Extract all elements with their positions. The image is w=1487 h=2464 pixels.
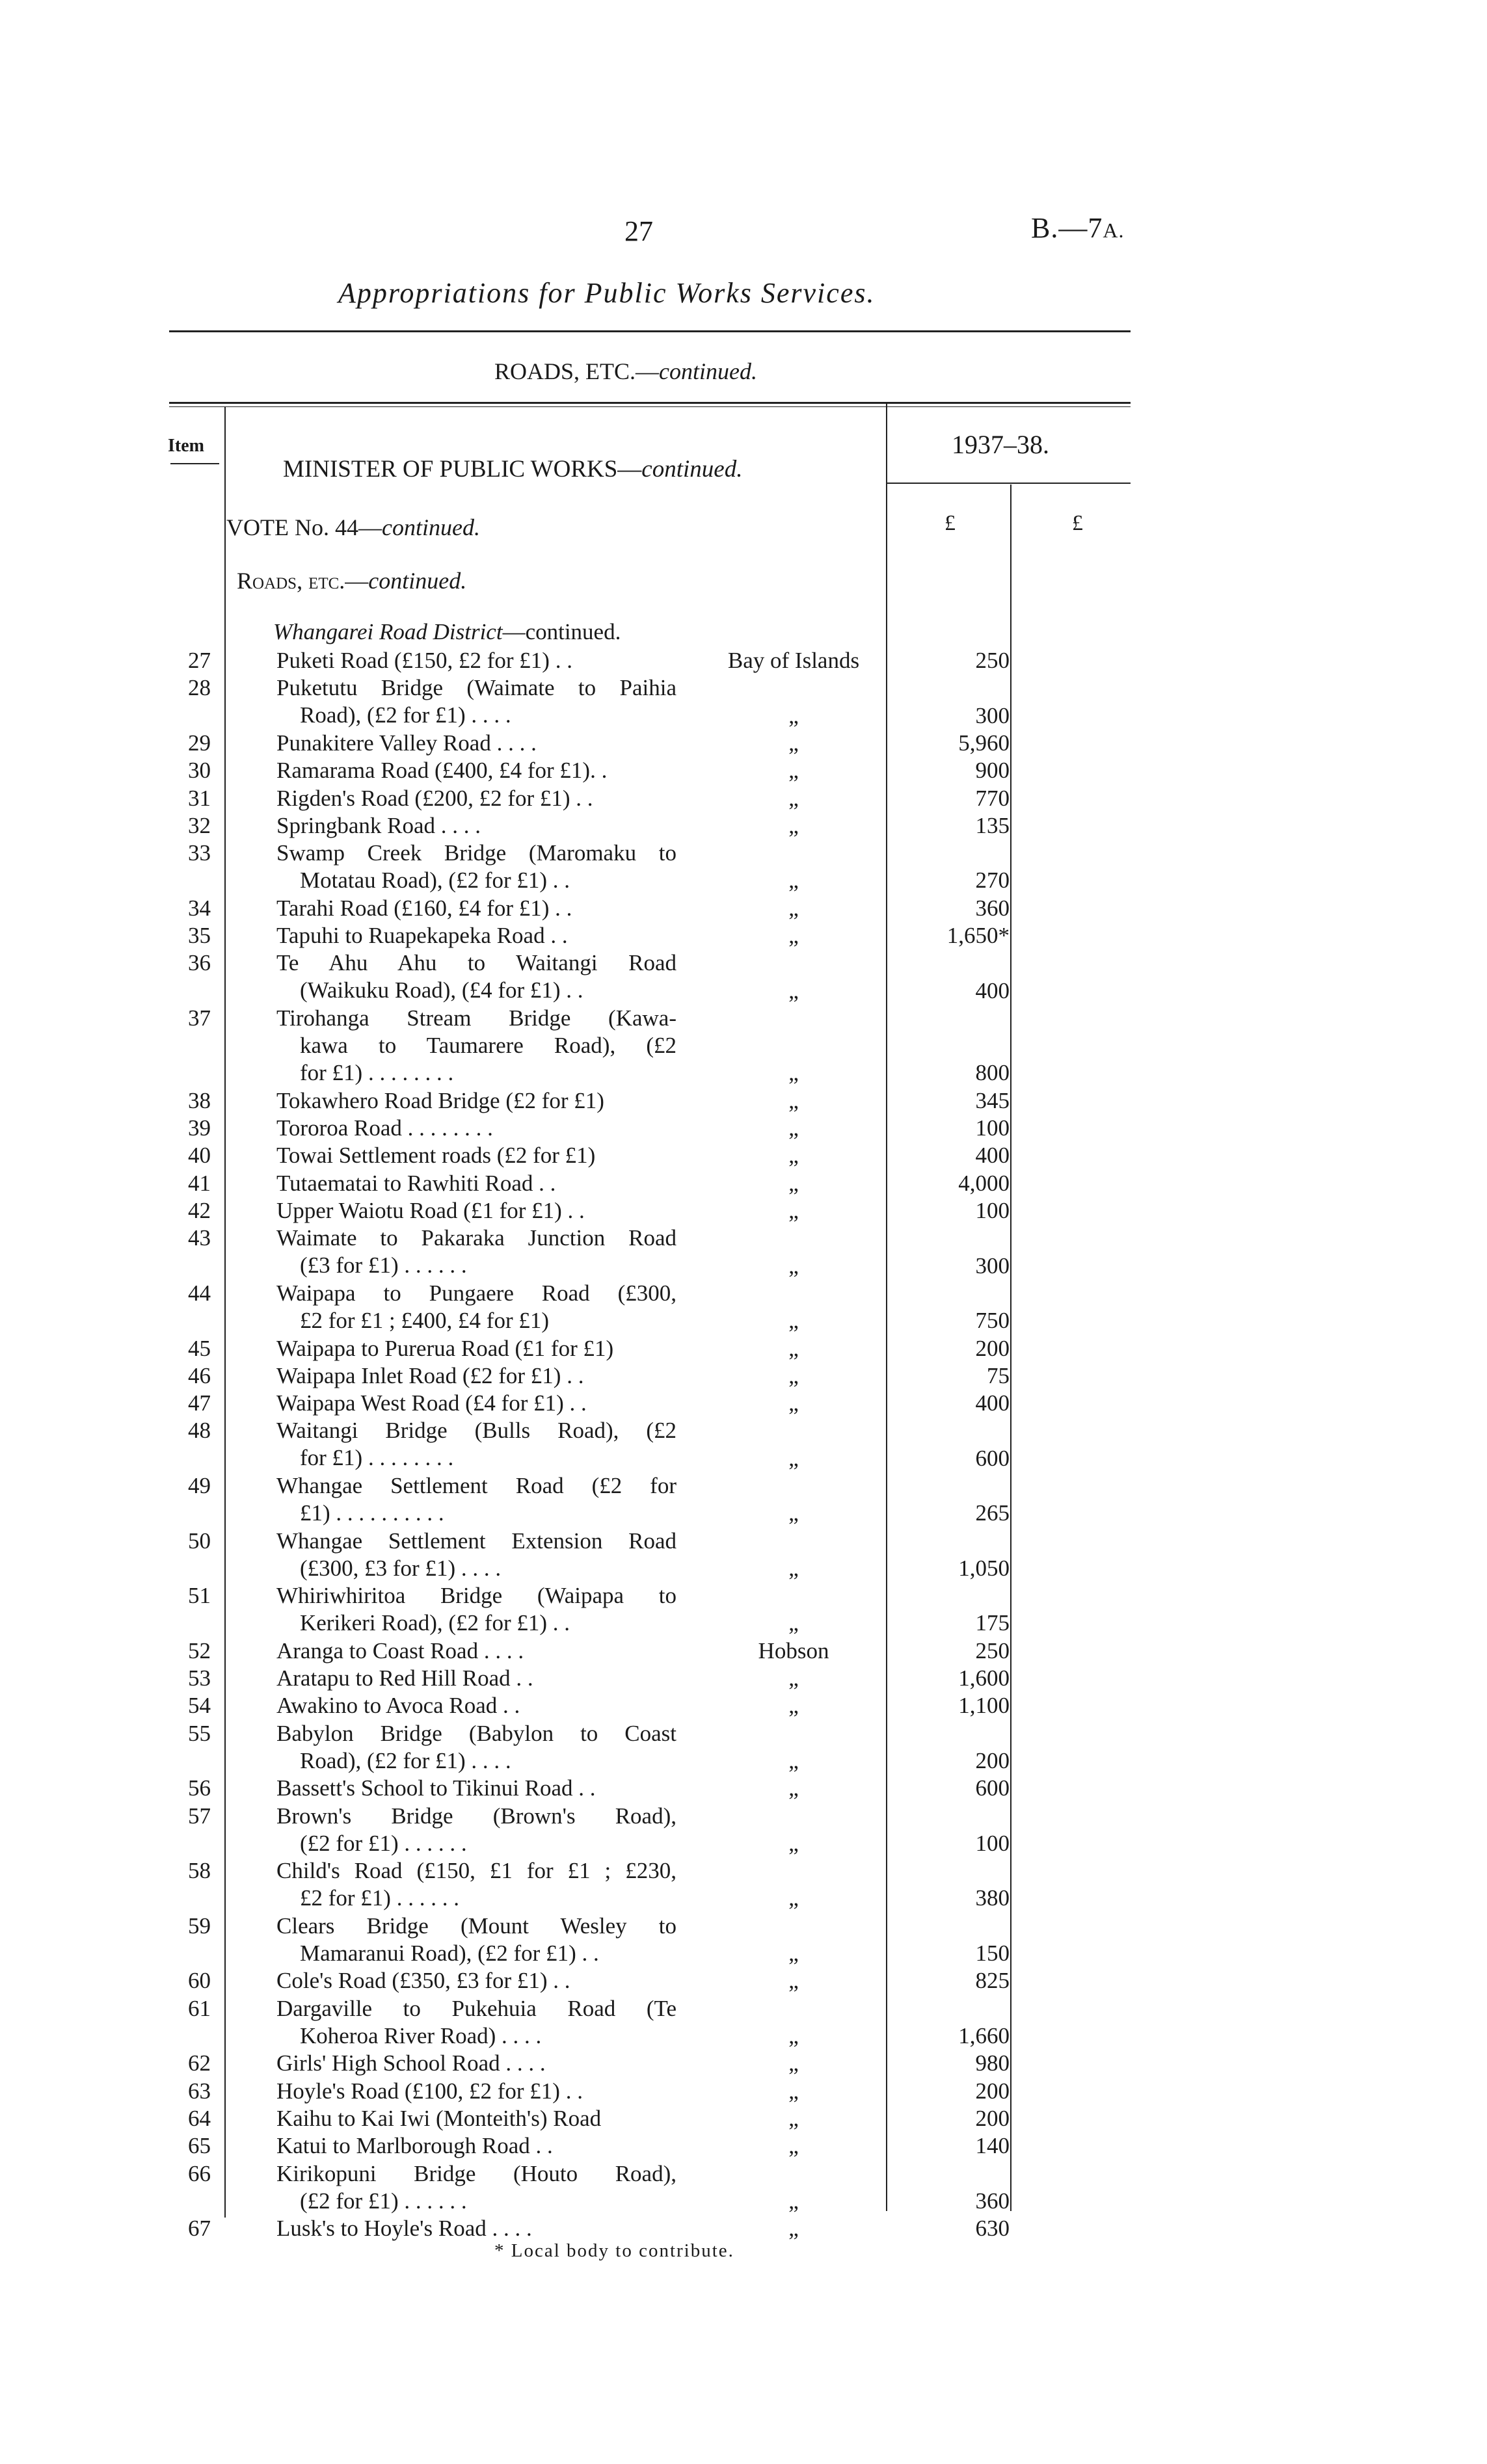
item-number: 30 <box>188 758 211 784</box>
item-number: 67 <box>188 2216 211 2242</box>
page-title: Appropriations for Public Works Services. <box>338 277 876 309</box>
description-line: £2 for £1) . . . . . . <box>300 1885 459 1911</box>
item-description <box>276 1692 677 1719</box>
description-line: Road), (£2 for £1) . . . . <box>300 1747 511 1773</box>
item-description <box>276 1005 677 1087</box>
description-line: Punakitere Valley Road . . . . <box>276 730 537 756</box>
electoral-district: „ <box>788 2133 799 2159</box>
vote-label-italic: continued. <box>381 514 480 540</box>
amount-value: 1,660 <box>958 2022 1010 2048</box>
amount-value: 200 <box>975 2078 1010 2104</box>
item-number: 39 <box>188 1115 211 1141</box>
amount-value: 630 <box>975 2216 1010 2242</box>
amount-value: 750 <box>975 1308 1010 1334</box>
item-column-header: Item <box>168 436 204 456</box>
year-header: 1937–38. <box>952 430 1049 459</box>
electoral-district: „ <box>788 1170 799 1196</box>
electoral-district: „ <box>788 868 799 894</box>
description-line: for £1) . . . . . . . . <box>300 1059 454 1085</box>
description-line: Brown's Bridge (Brown's Road), <box>276 1803 677 1829</box>
description-line: Dargaville to Pukehuia Road (Te <box>276 1995 677 2021</box>
item-description <box>276 1280 677 1334</box>
item-number: 63 <box>188 2078 211 2104</box>
electoral-district: „ <box>788 1775 799 1801</box>
description-line: Waipapa to Pungaere Road (£300, <box>276 1280 677 1306</box>
item-description <box>276 1775 677 1802</box>
description-line: Lusk's to Hoyle's Road . . . . <box>276 2216 532 2242</box>
electoral-district: Hobson <box>758 1637 829 1663</box>
amount-value: 4,000 <box>958 1170 1010 1196</box>
electoral-district: „ <box>788 2216 799 2242</box>
item-description <box>276 2132 677 2160</box>
electoral-district: „ <box>788 2078 799 2104</box>
electoral-district: „ <box>788 1941 799 1967</box>
amount-value: 140 <box>975 2133 1010 2159</box>
description-line: Bassett's School to Tikinui Road . . <box>276 1775 596 1801</box>
item-description <box>276 1115 677 1142</box>
item-number: 27 <box>188 648 211 673</box>
description-line: Rigden's Road (£200, £2 for £1) . . <box>276 785 593 811</box>
district-name: Whangarei Road District <box>273 619 503 644</box>
item-description <box>276 2050 677 2077</box>
item-number: 37 <box>188 1005 211 1031</box>
amount-value: 400 <box>975 977 1010 1003</box>
item-description <box>276 730 677 757</box>
amount-value: 135 <box>975 812 1010 838</box>
description-line: Motatau Road), (£2 for £1) . . <box>300 868 570 894</box>
item-description <box>276 1142 677 1169</box>
amount-value: 1,100 <box>958 1693 1010 1719</box>
amount-value: 270 <box>975 868 1010 894</box>
item-number: 61 <box>188 1995 211 2021</box>
item-number: 53 <box>188 1665 211 1691</box>
description-line: Tirohanga Stream Bridge (Kawa- <box>276 1005 677 1031</box>
electoral-district: „ <box>788 1198 799 1223</box>
description-line: £1) . . . . . . . . . . <box>300 1500 444 1526</box>
amount-value: 770 <box>975 785 1010 811</box>
description-line: Awakino to Avoca Road . . <box>276 1693 520 1719</box>
amount-value: 980 <box>975 2050 1010 2076</box>
ministry-heading <box>283 455 742 483</box>
amount-value: 200 <box>975 1747 1010 1773</box>
description-line: Kaihu to Kai Iwi (Monteith's) Road <box>276 2105 602 2131</box>
electoral-district: „ <box>788 1060 799 1086</box>
item-number: 54 <box>188 1693 211 1719</box>
electoral-district: „ <box>788 1143 799 1169</box>
roads-sub-label: Roads, etc.— <box>237 568 369 594</box>
electoral-district: „ <box>788 1308 799 1334</box>
item-number: 46 <box>188 1362 211 1388</box>
item-number: 45 <box>188 1335 211 1361</box>
currency-symbol-col2: £ <box>1072 511 1083 535</box>
electoral-district: „ <box>788 923 799 948</box>
item-description <box>276 1197 677 1225</box>
item-number: 52 <box>188 1637 211 1663</box>
electoral-district: „ <box>788 1335 799 1361</box>
table-top-rule <box>169 402 1131 404</box>
amount-value: 175 <box>975 1610 1010 1636</box>
item-description <box>276 785 677 812</box>
electoral-district: „ <box>788 730 799 756</box>
electoral-district: „ <box>788 1115 799 1141</box>
item-number: 59 <box>188 1913 211 1939</box>
description-line: kawa to Taumarere Road), (£2 <box>300 1032 677 1058</box>
amount-value: 300 <box>975 1252 1010 1278</box>
item-number: 28 <box>188 675 211 701</box>
item-description <box>276 1857 677 1912</box>
ministry-label: MINISTER OF PUBLIC WORKS— <box>283 456 642 483</box>
electoral-district: „ <box>788 1610 799 1636</box>
description-line: Whiriwhiritoa Bridge (Waipapa to <box>276 1583 677 1609</box>
description-line: Waipapa to Purerua Road (£1 for £1) <box>276 1335 614 1361</box>
amount-value: 600 <box>975 1445 1010 1471</box>
item-description <box>276 1335 677 1362</box>
amount-value: 200 <box>975 1335 1010 1361</box>
roads-subheading <box>237 567 466 594</box>
item-number: 66 <box>188 2160 211 2186</box>
item-description <box>276 1665 677 1692</box>
currency-symbol-col1: £ <box>944 511 956 535</box>
electoral-district: „ <box>788 1830 799 1856</box>
section-label: ROADS, ETC.— <box>494 358 660 384</box>
description-line: Aranga to Coast Road . . . . <box>276 1637 524 1663</box>
item-number: 38 <box>188 1087 211 1113</box>
description-line: Clears Bridge (Mount Wesley to <box>276 1913 677 1939</box>
vote-label: VOTE No. 44— <box>226 514 382 540</box>
item-description <box>276 1417 677 1472</box>
item-description <box>276 840 677 894</box>
description-line: Waipapa Inlet Road (£2 for £1) . . <box>276 1362 584 1388</box>
doc-ref-suffix: A. <box>1103 219 1125 242</box>
description-line: Te Ahu Ahu to Waitangi Road <box>276 950 677 976</box>
amount-value: 1,050 <box>958 1555 1010 1581</box>
amount-value: 250 <box>975 648 1010 673</box>
item-number: 55 <box>188 1720 211 1746</box>
electoral-district: „ <box>788 1445 799 1471</box>
description-line: for £1) . . . . . . . . <box>300 1445 454 1471</box>
item-number: 48 <box>188 1418 211 1444</box>
description-line: Whangae Settlement Extension Road <box>276 1528 677 1554</box>
electoral-district: Bay of Islands <box>727 648 860 673</box>
electoral-district: „ <box>788 2105 799 2131</box>
electoral-district: „ <box>788 2188 799 2214</box>
description-line: Tarahi Road (£160, £4 for £1) . . <box>276 895 572 921</box>
electoral-district: „ <box>788 1500 799 1526</box>
item-description <box>276 1225 677 1279</box>
item-number: 40 <box>188 1143 211 1169</box>
item-header-rule <box>170 463 219 464</box>
item-description <box>276 1362 677 1390</box>
ministry-label-italic: continued. <box>641 456 743 483</box>
item-number: 44 <box>188 1280 211 1306</box>
item-number: 42 <box>188 1198 211 1223</box>
title-rule <box>169 330 1131 332</box>
electoral-district: „ <box>788 977 799 1003</box>
amount-value: 345 <box>975 1087 1010 1113</box>
item-number: 57 <box>188 1803 211 1829</box>
item-description <box>276 895 677 922</box>
item-description <box>276 949 677 1004</box>
amount-column-left-divider <box>886 403 887 2211</box>
description-line: Tororoa Road . . . . . . . . <box>276 1115 493 1141</box>
description-line: Ramarama Road (£400, £4 for £1). . <box>276 758 608 784</box>
amount-value: 825 <box>975 1968 1010 1994</box>
item-number: 60 <box>188 1968 211 1994</box>
item-description <box>276 757 677 784</box>
item-description <box>276 2160 677 2215</box>
amount-value: 100 <box>975 1198 1010 1223</box>
description-line: Tapuhi to Ruapekapeka Road . . <box>276 923 568 948</box>
description-line: Girls' High School Road . . . . <box>276 2050 546 2076</box>
item-number: 50 <box>188 1528 211 1554</box>
description-line: Puketutu Bridge (Waimate to Paihia <box>276 675 677 701</box>
description-line: Springbank Road . . . . <box>276 812 481 838</box>
description-line: (£2 for £1) . . . . . . <box>300 1830 467 1856</box>
item-description <box>276 2078 677 2105</box>
description-line: Child's Road (£150, £1 for £1 ; £230, <box>276 1858 677 1884</box>
description-line: Kirikopuni Bridge (Houto Road), <box>276 2160 677 2186</box>
description-line: Waipapa West Road (£4 for £1) . . <box>276 1390 587 1416</box>
item-number: 58 <box>188 1858 211 1884</box>
amount-value: 900 <box>975 758 1010 784</box>
item-description <box>276 1170 677 1197</box>
footnote: * Local body to contribute. <box>494 2240 734 2261</box>
item-description <box>276 1637 677 1665</box>
amount-value: 75 <box>987 1362 1010 1388</box>
item-number: 36 <box>188 950 211 976</box>
item-number: 31 <box>188 785 211 811</box>
amount-column-mid-divider <box>1010 484 1011 2211</box>
description-line: Road), (£2 for £1) . . . . <box>300 702 511 728</box>
vote-heading <box>226 514 480 541</box>
electoral-district: „ <box>788 1252 799 1278</box>
item-description <box>276 1967 677 1994</box>
amount-value: 400 <box>975 1390 1010 1416</box>
amount-value: 150 <box>975 1941 1010 1967</box>
item-description <box>276 2215 677 2242</box>
description-line: Swamp Creek Bridge (Maromaku to <box>276 840 677 866</box>
description-line: Cole's Road (£350, £3 for £1) . . <box>276 1968 570 1994</box>
item-description <box>276 922 677 949</box>
electoral-district: „ <box>788 895 799 921</box>
amount-value: 100 <box>975 1830 1010 1856</box>
electoral-district: „ <box>788 2022 799 2048</box>
item-number: 64 <box>188 2105 211 2131</box>
electoral-district: „ <box>788 1665 799 1691</box>
description-line: Upper Waiotu Road (£1 for £1) . . <box>276 1198 585 1223</box>
amount-value: 360 <box>975 895 1010 921</box>
electoral-district: „ <box>788 785 799 811</box>
electoral-district: „ <box>788 1693 799 1719</box>
amount-value: 300 <box>975 702 1010 728</box>
item-description <box>276 1390 677 1417</box>
description-line: Waimate to Pakaraka Junction Road <box>276 1225 677 1251</box>
item-description <box>276 1913 677 1967</box>
year-header-rule <box>886 483 1131 484</box>
item-number: 51 <box>188 1583 211 1609</box>
item-number: 35 <box>188 923 211 948</box>
description-line: Towai Settlement roads (£2 for £1) <box>276 1143 596 1169</box>
electoral-district: „ <box>788 758 799 784</box>
item-number: 29 <box>188 730 211 756</box>
description-line: Katui to Marlborough Road . . <box>276 2133 553 2159</box>
item-description <box>276 1528 677 1582</box>
description-line: Aratapu to Red Hill Road . . <box>276 1665 533 1691</box>
electoral-district: „ <box>788 1390 799 1416</box>
section-heading <box>494 358 757 385</box>
amount-value: 600 <box>975 1775 1010 1801</box>
amount-value: 380 <box>975 1885 1010 1911</box>
item-number: 47 <box>188 1390 211 1416</box>
description-line: £2 for £1 ; £400, £4 for £1) <box>300 1307 550 1333</box>
description-line: (£3 for £1) . . . . . . <box>300 1252 467 1278</box>
electoral-district: „ <box>788 2050 799 2076</box>
electoral-district: „ <box>788 702 799 728</box>
item-number: 32 <box>188 812 211 838</box>
electoral-district: „ <box>788 1555 799 1581</box>
item-description <box>276 1803 677 1857</box>
amount-value: 1,650* <box>946 923 1010 948</box>
amount-value: 400 <box>975 1143 1010 1169</box>
item-number: 62 <box>188 2050 211 2076</box>
item-column-divider <box>224 406 226 2218</box>
amount-value: 265 <box>975 1500 1010 1526</box>
item-description <box>276 1995 677 2050</box>
description-line: Koheroa River Road) . . . . <box>300 2022 542 2048</box>
table-top-rule-thin <box>169 406 1131 407</box>
item-description <box>276 1472 677 1527</box>
item-description <box>276 1582 677 1637</box>
amount-value: 800 <box>975 1060 1010 1086</box>
description-line: Mamaranui Road), (£2 for £1) . . <box>300 1940 599 1966</box>
amount-value: 200 <box>975 2105 1010 2131</box>
electoral-district: „ <box>788 1885 799 1911</box>
roads-sub-label-italic: continued. <box>368 568 467 594</box>
amount-value: 100 <box>975 1115 1010 1141</box>
electoral-district: „ <box>788 1087 799 1113</box>
item-number: 49 <box>188 1473 211 1498</box>
section-label-italic: continued. <box>659 358 757 384</box>
district-suffix: —continued. <box>502 619 621 644</box>
item-description <box>276 2105 677 2132</box>
description-line: Hoyle's Road (£100, £2 for £1) . . <box>276 2078 583 2104</box>
amount-value: 1,600 <box>958 1665 1010 1691</box>
description-line: (£300, £3 for £1) . . . . <box>300 1555 502 1581</box>
description-line: Puketi Road (£150, £2 for £1) . . <box>276 648 572 673</box>
item-description <box>276 1720 677 1775</box>
doc-ref-main: B.—7 <box>1031 212 1103 244</box>
description-line: Babylon Bridge (Babylon to Coast <box>276 1720 677 1746</box>
page-number: 27 <box>624 215 653 247</box>
amount-value: 360 <box>975 2188 1010 2214</box>
item-number: 65 <box>188 2133 211 2159</box>
electoral-district: „ <box>788 1747 799 1773</box>
description-line: Waitangi Bridge (Bulls Road), (£2 <box>276 1418 677 1444</box>
item-description <box>276 812 677 840</box>
item-description <box>276 1087 677 1115</box>
amount-value: 5,960 <box>958 730 1010 756</box>
amount-value: 250 <box>975 1637 1010 1663</box>
item-description <box>276 647 677 674</box>
document-reference <box>1031 211 1124 245</box>
electoral-district: „ <box>788 1968 799 1994</box>
item-number: 41 <box>188 1170 211 1196</box>
electoral-district: „ <box>788 812 799 838</box>
description-line: (Waikuku Road), (£4 for £1) . . <box>300 977 583 1003</box>
item-number: 33 <box>188 840 211 866</box>
item-number: 43 <box>188 1225 211 1251</box>
description-line: Tokawhero Road Bridge (£2 for £1) <box>276 1087 604 1113</box>
item-description <box>276 674 677 729</box>
description-line: (£2 for £1) . . . . . . <box>300 2188 467 2214</box>
item-number: 34 <box>188 895 211 921</box>
description-line: Whangae Settlement Road (£2 for <box>276 1473 677 1498</box>
description-line: Kerikeri Road), (£2 for £1) . . <box>300 1610 570 1636</box>
item-number: 56 <box>188 1775 211 1801</box>
electoral-district: „ <box>788 1362 799 1388</box>
district-heading <box>273 619 621 645</box>
description-line: Tutaematai to Rawhiti Road . . <box>276 1170 556 1196</box>
